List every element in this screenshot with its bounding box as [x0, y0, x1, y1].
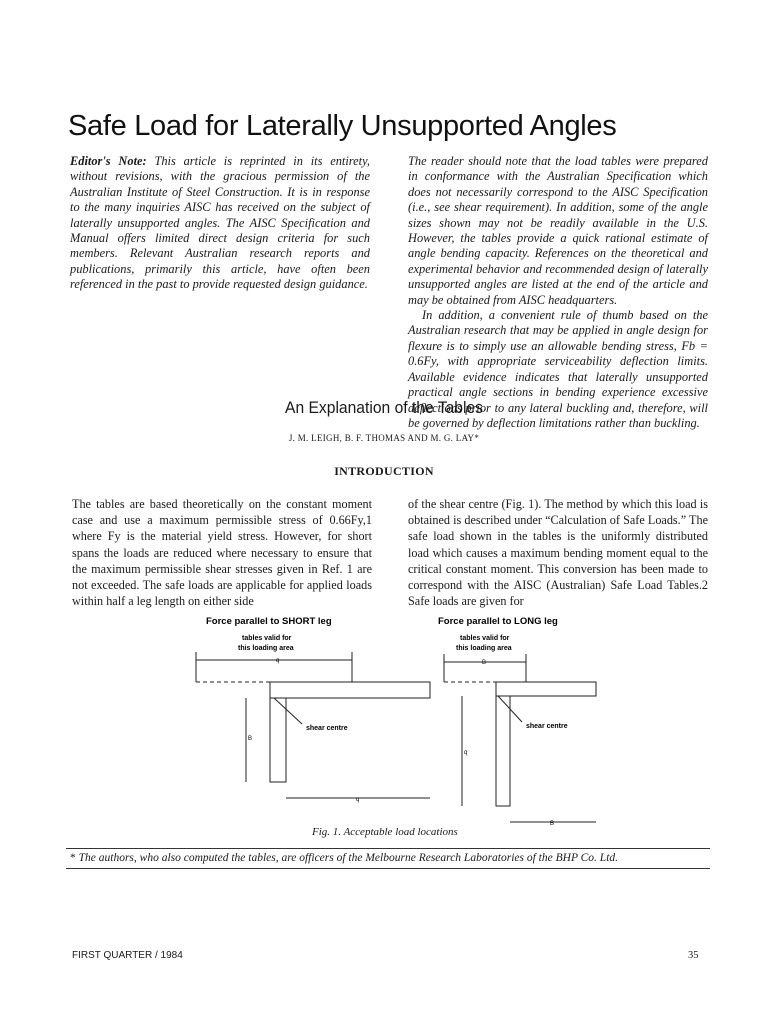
intro-left-text: The tables are based theoretically on the constant moment case and use a maximum permissible stress of 0.66Fy,1 where Fy is the material yield stress. However, for short spans the loads are reduced where necessary to ensure that the maximum permissible shear stresses given in Ref. 1 are not exceeded. The safe loads are applicable for applied loads within half a leg length on either side: [72, 497, 372, 609]
editors-note-para3: In addition, a convenient rule of thumb based on the Australian research that may be applied in angle design for flexure is to simply use an allowable bending stress, Fb = 0.6Fy, with appropriate serviceability deflection limits. Available evidence indicates that laterally unsupported practical angle sections in bending experience excessive deflections prior to any lateral buckling and, therefore, will be governed by deflection limitations rather than buckling.: [408, 308, 708, 430]
right-valid-line2: this loading area: [456, 645, 512, 652]
editors-note-para1-text: This article is reprinted in its entirety, without revisions, with the gracious permission of the Australian Institute of Steel Construction. It is in response to the many inquiries AISC has received on the subject of laterally unsupported angles. The AISC Specification and Manual offers limited direct design criteria for such members. Relevant Australian research reports and publications, primarily this article, have often been referenced in the past to provide requested design guidance.: [70, 154, 371, 292]
right-dim-b-label: B: [482, 660, 487, 666]
right-angle-vertical-leg: [496, 696, 510, 806]
right-dim-b-bottom-label: B: [550, 821, 555, 827]
left-dim-b-label: B: [248, 736, 253, 742]
right-dim-q-label: q: [464, 750, 468, 756]
footnote: [70, 852, 618, 864]
editors-note-para2: The reader should note that the load tables were prepared in conformance with the Australian Specification which does not necessarily correspond to the AISC Specification (i.e., see shear requirement). In addition, some of the angle sizes shown may not be readily available in the U.S. However, the tables provide a quick rational estimate of angle bending capacity. References on the theoretical and experimental behavior and recommended design of laterally unsupported angles are listed at the end of the article and may be obtained from AISC headquarters.: [408, 154, 708, 307]
left-dim-q-bottom-label: q: [356, 797, 360, 803]
left-angle-vertical-leg: [270, 698, 286, 782]
left-angle-horizontal-leg: [270, 682, 430, 698]
left-shear-centre-leader: [274, 698, 302, 724]
section-title: An Explanation of the Tables: [285, 398, 483, 417]
left-dim-q-label: q: [276, 658, 280, 664]
left-figure-title: Force parallel to SHORT leg: [206, 616, 332, 627]
introduction-heading: INTRODUCTION: [334, 464, 434, 478]
footer-issue: FIRST QUARTER / 1984: [72, 950, 183, 961]
right-figure-title: Force parallel to LONG leg: [438, 616, 558, 627]
figure-caption: Fig. 1. Acceptable load locations: [312, 826, 458, 838]
footnote-text: The authors, who also computed the tables, are officers of the Melbourne Research Laboratories of the BHP Co. Ltd.: [78, 852, 619, 864]
intro-right-text: of the shear centre (Fig. 1). The method by which this load is obtained is described under “Calculation of Safe Loads.” The safe load shown in the tables is the uniformly distributed load which causes a maximum bending moment equal to the critical constant moment. This conversion has been made to correspond with the AISC (Australian) Safe Load Tables.2 Safe loads are given for: [408, 497, 708, 609]
left-shear-centre-label: shear centre: [306, 725, 348, 732]
right-angle-horizontal-leg: [496, 682, 596, 696]
left-valid-line1: tables valid for: [242, 635, 292, 642]
right-shear-centre-label: shear centre: [526, 723, 568, 730]
editors-note-right: [408, 154, 708, 431]
right-valid-line1: tables valid for: [460, 635, 510, 642]
editors-note-label: Editor's Note:: [70, 154, 147, 168]
footnote-rule-top: [66, 848, 710, 849]
figure-1: [180, 612, 600, 842]
figure-1-diagram: [180, 612, 600, 842]
editors-note-para1: [70, 154, 370, 293]
intro-right-column: [408, 496, 708, 609]
intro-left-column: [72, 496, 372, 609]
left-valid-line2: this loading area: [238, 645, 294, 652]
editors-note-left: [70, 154, 370, 293]
footnote-rule-bottom: [66, 868, 710, 869]
authors-line: J. M. LEIGH, B. F. THOMAS AND M. G. LAY*: [288, 433, 480, 443]
footnote-mark: *: [70, 852, 76, 864]
page-number: 35: [688, 950, 699, 961]
article-title: Safe Load for Laterally Unsupported Angles: [68, 110, 617, 142]
